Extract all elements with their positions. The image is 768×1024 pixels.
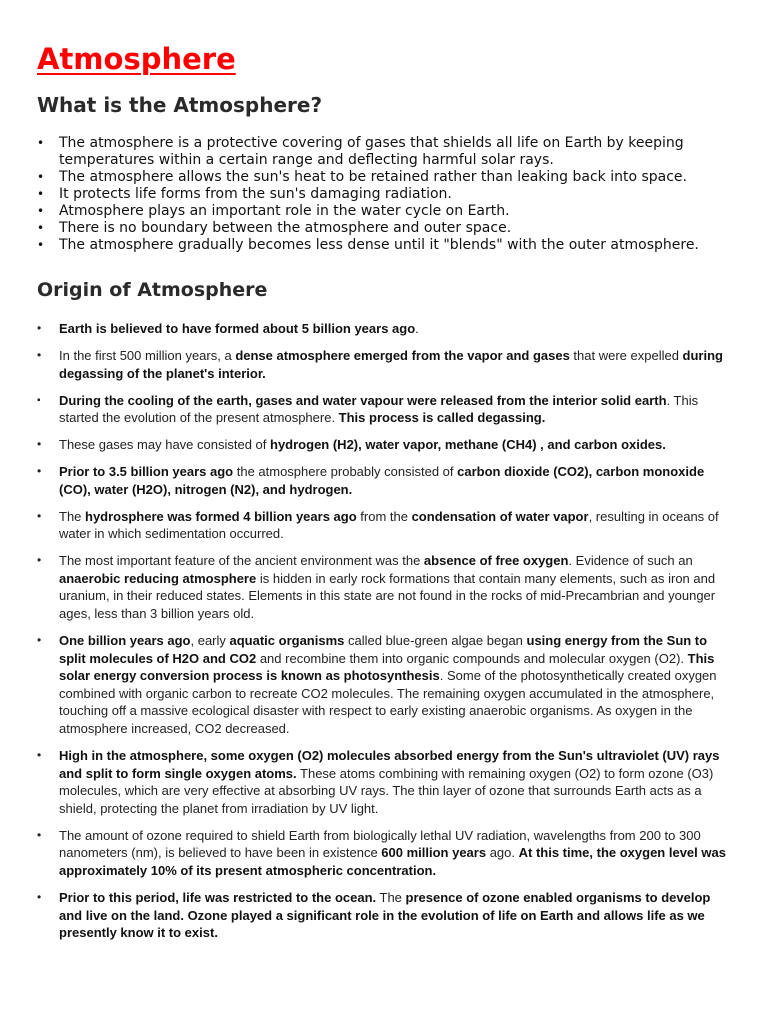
body-text: the atmosphere probably consisted of [233, 464, 458, 480]
body-text: that were expelled [569, 347, 683, 363]
section-heading-origin: Origin of Atmosphere [37, 279, 268, 301]
intro-bullet: • The atmosphere gradually becomes less dense until it "blends" with the outer atmosphere. [37, 237, 728, 254]
bold-text: using energy from the Sun to split molecules of H2O and CO2 [59, 633, 708, 666]
body-text: . Some of the photosynthetically created oxygen combined with organic carbon to recreate CO2 molecules. The remaining oxygen accumulated in the atmosphere, touching off a massive ecological disaster with respect to early existing anaerobic organisms. As oxygen in the atmosphere increased, CO2 decreased. [59, 668, 717, 737]
body-text: called blue-green algae began [344, 633, 527, 649]
body-text: In the first 500 million years, a [59, 347, 236, 363]
bold-text: anaerobic reducing atmosphere [59, 570, 257, 586]
origin-bullet [37, 463, 728, 498]
bold-text: This process is called degassing. [338, 410, 546, 426]
origin-bullet [37, 632, 728, 738]
origin-bullet [37, 747, 728, 817]
bold-text: absence of free oxygen [423, 553, 569, 569]
body-text: is hidden in early rock formations that contain many elements, such as iron and uranium, in their reduced states. Elements in this state are not found in the rocks of mid-Precambrian and younger ages, less than 3 billion years old. [59, 570, 716, 622]
intro-bullet: • It protects life forms from the sun's damaging radiation. [37, 186, 728, 203]
bold-text: carbon dioxide (CO2), carbon monoxide (CO), water (H2O), nitrogen (N2), and hydrogen. [59, 464, 705, 497]
bold-text: High in the atmosphere, some oxygen (O2) molecules absorbed energy from the Sun's ultraviolet (UV) rays and split to form single oxygen atoms. [59, 748, 720, 781]
origin-bullet [37, 347, 728, 382]
bold-text: This solar energy conversion process is known as photosynthesis [59, 650, 715, 684]
bold-text: aquatic organisms [229, 633, 345, 649]
page-title: Atmosphere [37, 42, 236, 76]
intro-bullet: • The atmosphere allows the sun's heat to be retained rather than leaking back into space. [37, 169, 728, 186]
body-text: These atoms combining with remaining oxygen (O2) to form ozone (O3) molecules, which are very effective at absorbing UV rays. The thin layer of ozone that surrounds Earth acts as a shield, protecting the planet from irradiation by UV light. [59, 765, 714, 816]
body-text: . Evidence of such an [568, 553, 693, 569]
bold-text: presence of ozone enabled organisms to develop and live on the land. Ozone played a significant role in the evolution of life on Earth and allows life as we presently know it to exist. [59, 889, 711, 941]
origin-bullet [37, 392, 728, 427]
body-text: . [415, 321, 419, 336]
origin-bullet [37, 320, 728, 338]
body-text: , early [190, 633, 230, 649]
bold-text: During the cooling of the earth, gases and water vapour were released from the interior solid earth [59, 392, 667, 408]
body-text: The amount of ozone required to shield Earth from biologically lethal UV radiation, wavelengths from 200 to 300 nanometers (nm), is believed to have been in existence [59, 827, 701, 861]
body-text: The most important feature of the ancient environment was the [59, 553, 424, 569]
body-text: and recombine them into organic compounds and molecular oxygen (O2). [256, 650, 688, 666]
body-text: from the [356, 508, 412, 524]
origin-bullet [37, 436, 728, 454]
bold-text: hydrosphere was formed 4 billion years ago [85, 508, 357, 524]
bold-text: hydrogen (H2), water vapor, methane (CH4) , and carbon oxides. [270, 437, 666, 453]
bold-text: during degassing of the planet's interior. [59, 347, 723, 381]
bold-text: Prior to 3.5 billion years ago [59, 464, 234, 480]
body-text: . This started the evolution of the present atmosphere. [59, 392, 699, 426]
intro-bullet: • Atmosphere plays an important role in the water cycle on Earth. [37, 203, 728, 220]
bold-text: Prior to this period, life was restricted to the ocean. [59, 889, 377, 905]
origin-bullet-list [37, 320, 728, 942]
bold-text: Earth is believed to have formed about 5 billion years ago [59, 321, 416, 336]
bold-text: condensation of water vapor [411, 508, 589, 524]
origin-bullet [37, 508, 728, 543]
origin-bullet [37, 889, 728, 942]
body-text: These gases may have consisted of [59, 437, 271, 453]
origin-bullet [37, 552, 728, 622]
body-text: The [59, 508, 86, 524]
bold-text: One billion years ago [59, 633, 191, 649]
body-text: ago. [486, 845, 519, 861]
intro-bullet: • The atmosphere is a protective covering of gases that shields all life on Earth by keeping temperatures within a certain range and deflecting harmful solar rays. [37, 135, 728, 169]
intro-bullet-list [37, 135, 728, 254]
section-heading-what: What is the Atmosphere? [37, 93, 323, 117]
origin-bullet [37, 827, 728, 880]
intro-bullet: • There is no boundary between the atmosphere and outer space. [37, 220, 728, 237]
body-text: , resulting in oceans of water in which sedimentation occurred. [59, 508, 719, 542]
bold-text: At this time, the oxygen level was approximately 10% of its present atmospheric concentration. [59, 845, 726, 878]
body-text: The [376, 889, 406, 905]
bold-text: 600 million years [381, 845, 487, 861]
bold-text: dense atmosphere emerged from the vapor and gases [235, 347, 570, 363]
